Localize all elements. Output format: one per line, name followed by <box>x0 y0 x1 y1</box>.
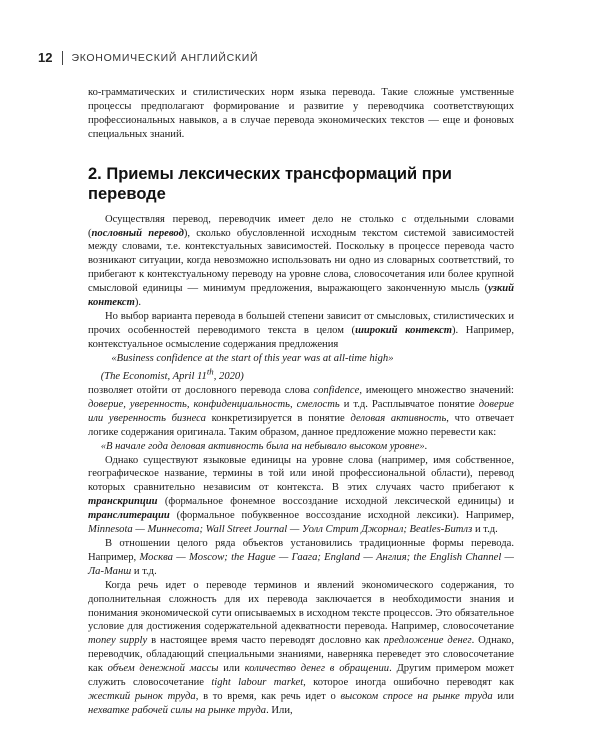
text-run: или <box>218 663 245 675</box>
italic-term: жесткий рынок труда <box>88 690 196 702</box>
italic-term: объем денежной массы <box>107 663 219 675</box>
text-run: и т.д. <box>472 524 498 536</box>
italic-term: money supply <box>88 635 148 647</box>
italic-term: confidence <box>313 385 360 397</box>
english-quote <box>88 352 514 366</box>
text-run: и т.д. Расплывчатое понятие <box>339 398 479 410</box>
text-run: . Однако, переводчик, обладающий специальными знаниями, наверняка переведет это словосочетание как <box>88 635 514 675</box>
page-number: 12 <box>38 50 53 65</box>
text-run: , в то время, как речь идет о <box>195 690 341 702</box>
italic-term: tight labour market <box>211 677 304 689</box>
paragraph-economic-terms <box>88 579 514 718</box>
italic-examples: Москва — Moscow; the Hague — Гаага; England — Англия; the English Channel — Ла-Манш <box>88 551 514 577</box>
text-run: (формальное побуквенное воссоздание исходной лексики). Например, <box>169 510 514 522</box>
italic-term: высоком спросе на рынке труда <box>340 690 493 702</box>
italic-term: доверие или уверенность бизнеса <box>88 398 514 424</box>
russian-quote <box>88 440 514 454</box>
paragraph-traditional-forms <box>88 537 514 579</box>
text-run: и т.д. <box>131 565 157 577</box>
header-divider <box>62 51 63 65</box>
italic-examples: Minnesota — Миннесота; Wall Street Journal — Уолл Стрит Джорнал; Beatles-Битлз <box>88 524 473 536</box>
term-transcription: транскрипции <box>88 496 158 508</box>
text-run: (формальное фонемное воссоздание исходной лексической единицы) и <box>157 496 514 508</box>
running-header <box>38 50 258 65</box>
section-heading: 2. Приемы лексических трансформаций при переводе <box>88 164 452 203</box>
term-literal-translation: пословный перевод <box>91 227 184 239</box>
term-wide-context: широкий контекст <box>355 324 453 336</box>
quote-source <box>88 366 514 384</box>
text-run: конкретизируется в понятие <box>205 412 351 424</box>
text-run: Но выбор варианта перевода в большей степени зависит от смысловых, стилистических и прочих особенностей переводимого текста в целом ( <box>88 310 514 336</box>
paragraph-wide-context <box>88 310 514 352</box>
text-run: или <box>492 690 514 702</box>
text-run: . Или, <box>266 704 293 716</box>
paragraph-continuation: ко-грамматических и стилистических норм языка перевода. Такие сложные умственные процессы предполагают формирование и развитие у переводчика соответствующих профессиональных навыков, а в случае перевода экономических текстов — еще и фоновых специальных знаний. <box>88 87 514 140</box>
running-title: ЭКОНОМИЧЕСКИЙ АНГЛИЙСКИЙ <box>71 51 259 64</box>
text-run: В отношении целого ряда объектов установились традиционные формы перевода. Например, <box>88 538 514 563</box>
text-run: ). <box>134 297 142 309</box>
italic-term: нехватке рабочей силы на рынке труда <box>88 704 267 716</box>
paragraph-confidence <box>88 384 514 440</box>
text-run: ). Например, контекстуальное осмысление содержания предложения <box>88 324 514 350</box>
paragraph-contextual-translation <box>88 213 514 310</box>
italic-term: деловая активность <box>350 412 447 424</box>
page-body <box>88 86 514 718</box>
text-run: позволяет отойти от дословного перевода слова <box>88 385 314 397</box>
paragraph-transcription <box>88 454 514 537</box>
text-run: Осуществляя перевод, переводчик имеет дело не столько с отдельными словами ( <box>88 213 514 239</box>
italic-term: предложение денег <box>383 635 472 647</box>
text-run: в настоящее время часто переводят дословно как <box>147 635 384 647</box>
quote-text: «Business confidence at the start of this year was at all-time high» <box>111 352 394 364</box>
text-run: , что отвечает логике содержания оригинала. Таким образом, данное предложение можно перевести как: <box>88 412 514 438</box>
term-transliteration: транслитерации <box>88 510 170 522</box>
quote-ru-text: «В начале года деловая активность была на небывало высоком уровне». <box>100 440 428 452</box>
text-run: Когда речь идет о переводе терминов и явлений экономического содержания, то дополнительная сложность для их перевода заключается в необходимости знания и понимания экономической сути описываемых в исходном тексте процессов. Это обязательное условие для достижения содержательной адекватности перевода. Например, словосочетание <box>88 579 514 633</box>
source-superscript: th <box>206 366 214 377</box>
source-prefix: (The Economist, April 11 <box>100 371 207 383</box>
source-suffix: , 2020) <box>213 371 244 383</box>
term-narrow-context: узкий контекст <box>88 283 514 309</box>
text-run: ), сколько обусловленной исходным текстом системой зависимостей между словами, т.е. контекстуальных зависимостей. Поскольку в процессе перевода часто возникают ситуации, когда невозможно использовать ни одно из словарных соответствий, то прибегают к контекстуальному переводу на уровне слова, словосочетания или более крупной смысловой единицы — минимум предложения, выражающего законченную мысль ( <box>88 227 514 295</box>
text-run: . Другим примером может служить словосочетание <box>88 663 514 689</box>
italic-term: доверие, уверенность, конфиденциальность, смелость <box>88 398 340 410</box>
text-run: , имеющего множество значений: <box>359 385 514 397</box>
text-run: Однако существуют языковые единицы на уровне слова (например, имя собственное, географическое название, термины в той или иной профессиональной области), перевод которых сравнительно независим от контекста. В этих случаях часто прибегают к <box>88 454 514 494</box>
italic-term: количество денег в обращении <box>244 663 390 675</box>
text-run: , которое иногда ошибочно переводят как <box>303 677 514 689</box>
